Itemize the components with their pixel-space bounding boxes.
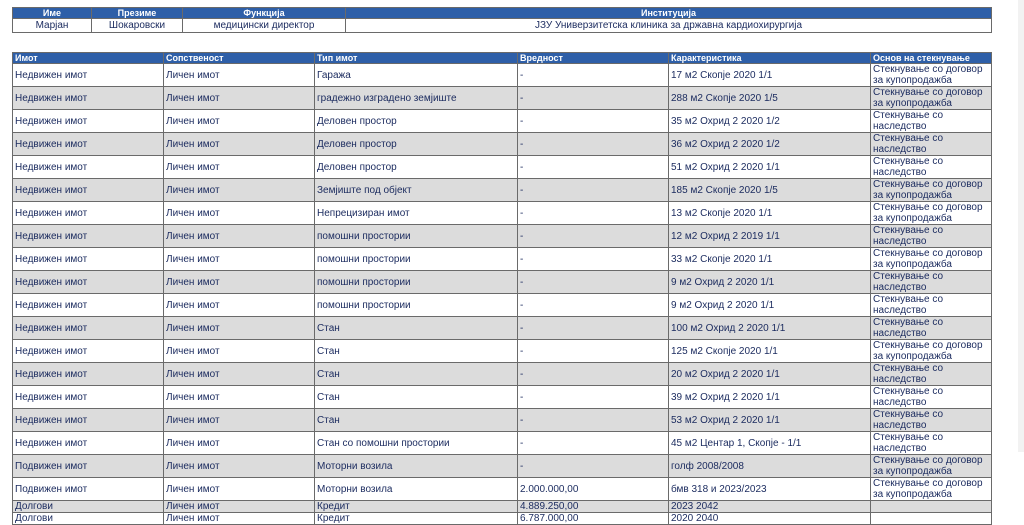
value-cell: - [518,409,669,432]
asset-cell: Недвижен имот [13,156,164,179]
function-cell: медицински директор [183,19,346,33]
asset-cell: Долгови [13,513,164,525]
asset-cell: Недвижен имот [13,294,164,317]
acquisition-basis-cell [871,513,992,525]
value-cell: - [518,317,669,340]
header-first-name: Име [13,8,92,19]
ownership-cell: Личен имот [164,409,315,432]
asset-type-cell: помошни простории [315,294,518,317]
asset-type-cell: Деловен простор [315,133,518,156]
value-cell: - [518,64,669,87]
asset-cell: Недвижен имот [13,87,164,110]
ownership-cell: Личен имот [164,432,315,455]
characteristic-cell: голф 2008/2008 [669,455,871,478]
table-row [13,271,992,294]
characteristic-cell: 13 м2 Скопје 2020 1/1 [669,202,871,225]
table-row [13,225,992,248]
ownership-cell: Личен имот [164,248,315,271]
value-cell: - [518,455,669,478]
assets-header-row [13,53,992,64]
value-cell: - [518,225,669,248]
table-row [13,133,992,156]
table-row [13,156,992,179]
asset-type-cell: Кредит [315,501,518,513]
characteristic-cell: 53 м2 Охрид 2 2020 1/1 [669,409,871,432]
table-row [13,64,992,87]
table-row [13,179,992,202]
asset-cell: Недвижен имот [13,317,164,340]
characteristic-cell: 51 м2 Охрид 2 2020 1/1 [669,156,871,179]
ownership-cell: Личен имот [164,455,315,478]
value-cell: - [518,133,669,156]
characteristic-cell: 288 м2 Скопје 2020 1/5 [669,87,871,110]
header-function: Функција [183,8,346,19]
asset-cell: Недвижен имот [13,133,164,156]
value-cell: - [518,179,669,202]
scrollbar-track[interactable] [1018,0,1024,452]
ownership-cell: Личен имот [164,179,315,202]
characteristic-cell: 100 м2 Охрид 2 2020 1/1 [669,317,871,340]
asset-type-cell: Деловен простор [315,110,518,133]
asset-type-cell: Земјиште под објект [315,179,518,202]
last-name-cell: Шокаровски [92,19,183,33]
asset-type-cell: Деловен простор [315,156,518,179]
ownership-cell: Личен имот [164,202,315,225]
header-characteristic: Карактеристика [669,53,871,64]
value-cell: 4.889.250,00 [518,501,669,513]
asset-type-cell: Гаража [315,64,518,87]
asset-type-cell: Стан [315,409,518,432]
characteristic-cell: 17 м2 Скопје 2020 1/1 [669,64,871,87]
characteristic-cell: 45 м2 Центар 1, Скопје - 1/1 [669,432,871,455]
acquisition-basis-cell: Стекнување со договор за купопродажба [871,202,992,225]
value-cell: - [518,363,669,386]
asset-type-cell: Кредит [315,513,518,525]
characteristic-cell: 12 м2 Охрид 2 2019 1/1 [669,225,871,248]
header-acquisition-basis: Основ на стекнување [871,53,992,64]
acquisition-basis-cell: Стекнување со наследство [871,409,992,432]
value-cell: - [518,202,669,225]
acquisition-basis-cell: Стекнување со наследство [871,133,992,156]
asset-type-cell: Стан [315,386,518,409]
ownership-cell: Личен имот [164,501,315,513]
value-cell: - [518,271,669,294]
ownership-cell: Личен имот [164,133,315,156]
ownership-cell: Личен имот [164,317,315,340]
asset-type-cell: помошни простории [315,248,518,271]
acquisition-basis-cell: Стекнување со договор за купопродажба [871,478,992,501]
table-row [13,317,992,340]
asset-cell: Недвижен имот [13,386,164,409]
asset-cell: Недвижен имот [13,110,164,133]
ownership-cell: Личен имот [164,294,315,317]
characteristic-cell: 185 м2 Скопје 2020 1/5 [669,179,871,202]
acquisition-basis-cell: Стекнување со договор за купопродажба [871,87,992,110]
characteristic-cell: 9 м2 Охрид 2 2020 1/1 [669,271,871,294]
first-name-cell: Марјан [13,19,92,33]
ownership-cell: Личен имот [164,87,315,110]
characteristic-cell: 20 м2 Охрид 2 2020 1/1 [669,363,871,386]
assets-table [12,52,992,525]
table-row [13,478,992,501]
value-cell: - [518,156,669,179]
acquisition-basis-cell: Стекнување со наследство [871,294,992,317]
header-ownership: Сопственост [164,53,315,64]
acquisition-basis-cell: Стекнување со договор за купопродажба [871,248,992,271]
asset-cell: Подвижен имот [13,455,164,478]
asset-cell: Недвижен имот [13,432,164,455]
acquisition-basis-cell: Стекнување со наследство [871,363,992,386]
acquisition-basis-cell: Стекнување со наследство [871,386,992,409]
asset-cell: Долгови [13,501,164,513]
assets-table-body [13,64,992,525]
table-row [13,363,992,386]
table-row [13,294,992,317]
acquisition-basis-cell [871,501,992,513]
header-last-name: Презиме [92,8,183,19]
asset-type-cell: Стан [315,340,518,363]
asset-type-cell: помошни простории [315,225,518,248]
table-row [13,340,992,363]
characteristic-cell: 2023 2042 [669,501,871,513]
acquisition-basis-cell: Стекнување со договор за купопродажба [871,179,992,202]
value-cell: 2.000.000,00 [518,478,669,501]
asset-type-cell: Непрецизиран имот [315,202,518,225]
characteristic-cell: 36 м2 Охрид 2 2020 1/2 [669,133,871,156]
characteristic-cell: 125 м2 Скопје 2020 1/1 [669,340,871,363]
asset-cell: Недвижен имот [13,363,164,386]
asset-type-cell: Стан [315,317,518,340]
characteristic-cell: бмв 318 и 2023/2023 [669,478,871,501]
asset-cell: Недвижен имот [13,340,164,363]
table-row [13,87,992,110]
value-cell: - [518,87,669,110]
ownership-cell: Личен имот [164,340,315,363]
asset-type-cell: помошни простории [315,271,518,294]
acquisition-basis-cell: Стекнување со договор за купопродажба [871,64,992,87]
table-row [13,455,992,478]
acquisition-basis-cell: Стекнување со договор за купопродажба [871,340,992,363]
asset-type-cell: Стан со помошни простории [315,432,518,455]
asset-type-cell: градежно изградено земјиште [315,87,518,110]
characteristic-cell: 33 м2 Скопје 2020 1/1 [669,248,871,271]
acquisition-basis-cell: Стекнување со наследство [871,271,992,294]
table-row [13,432,992,455]
value-cell: - [518,294,669,317]
table-row [13,513,992,525]
value-cell: - [518,248,669,271]
table-row [13,409,992,432]
acquisition-basis-cell: Стекнување со наследство [871,225,992,248]
ownership-cell: Личен имот [164,225,315,248]
table-row [13,110,992,133]
asset-cell: Подвижен имот [13,478,164,501]
characteristic-cell: 39 м2 Охрид 2 2020 1/1 [669,386,871,409]
value-cell: - [518,340,669,363]
official-info-row [13,19,992,33]
ownership-cell: Личен имот [164,478,315,501]
ownership-cell: Личен имот [164,271,315,294]
asset-cell: Недвижен имот [13,409,164,432]
value-cell: - [518,110,669,133]
acquisition-basis-cell: Стекнување со наследство [871,110,992,133]
value-cell: - [518,386,669,409]
asset-cell: Недвижен имот [13,248,164,271]
asset-cell: Недвижен имот [13,271,164,294]
ownership-cell: Личен имот [164,513,315,525]
table-row [13,248,992,271]
asset-cell: Недвижен имот [13,202,164,225]
value-cell: 6.787.000,00 [518,513,669,525]
ownership-cell: Личен имот [164,386,315,409]
official-info-table [12,7,992,33]
acquisition-basis-cell: Стекнување со наследство [871,156,992,179]
value-cell: - [518,432,669,455]
header-asset-type: Тип имот [315,53,518,64]
asset-cell: Недвижен имот [13,64,164,87]
table-row [13,501,992,513]
asset-cell: Недвижен имот [13,225,164,248]
asset-type-cell: Моторни возила [315,455,518,478]
acquisition-basis-cell: Стекнување со наследство [871,432,992,455]
official-info-header-row [13,8,992,19]
institution-cell: ЈЗУ Универзитетска клиника за државна кардиохирургија [346,19,992,33]
header-asset: Имот [13,53,164,64]
asset-type-cell: Моторни возила [315,478,518,501]
characteristic-cell: 2020 2040 [669,513,871,525]
ownership-cell: Личен имот [164,156,315,179]
ownership-cell: Личен имот [164,363,315,386]
header-institution: Институција [346,8,992,19]
characteristic-cell: 35 м2 Охрид 2 2020 1/2 [669,110,871,133]
ownership-cell: Личен имот [164,110,315,133]
ownership-cell: Личен имот [164,64,315,87]
header-value: Вредност [518,53,669,64]
asset-type-cell: Стан [315,363,518,386]
table-row [13,386,992,409]
asset-cell: Недвижен имот [13,179,164,202]
acquisition-basis-cell: Стекнување со наследство [871,317,992,340]
table-row [13,202,992,225]
characteristic-cell: 9 м2 Охрид 2 2020 1/1 [669,294,871,317]
acquisition-basis-cell: Стекнување со договор за купопродажба [871,455,992,478]
